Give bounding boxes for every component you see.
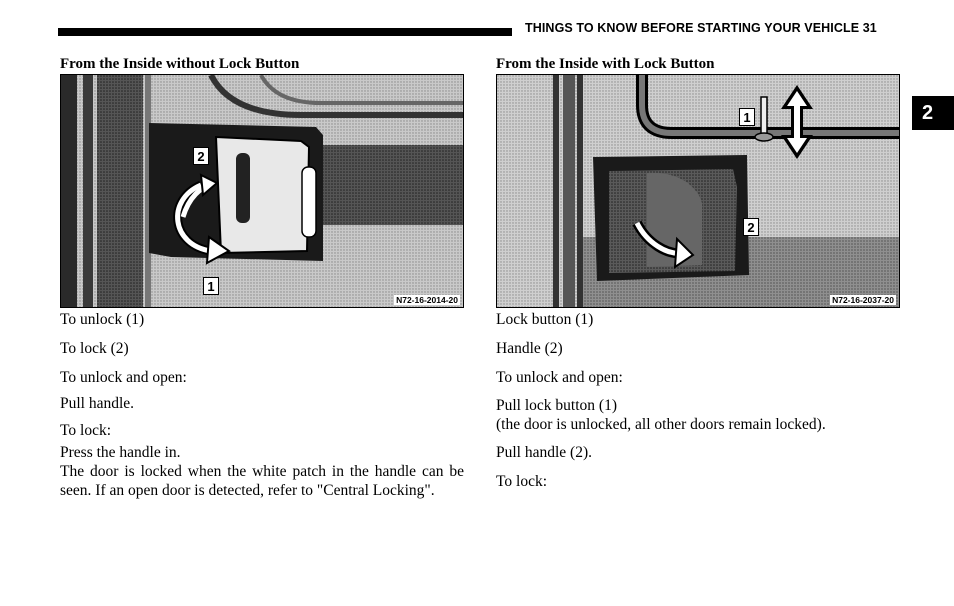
header-rule <box>58 28 512 36</box>
left-para-press: Press the handle in. <box>60 444 181 461</box>
left-para-pull: Pull handle. <box>60 395 135 412</box>
callout-2: 2 <box>743 218 759 236</box>
left-section-title: From the Inside without Lock Button <box>60 56 300 72</box>
left-para-lock: To lock (2) <box>60 340 129 357</box>
right-para-lock-button: Lock button (1) <box>496 311 594 328</box>
left-para-unlock-open: To unlock and open: <box>60 369 187 386</box>
right-para-unlocked-note: (the door is unlocked, all other doors remain locked). <box>496 416 826 433</box>
left-para-note: The door is locked when the white patch in the handle can be seen. If an open door is detected, refer to "Central Locking". <box>60 463 464 499</box>
callout-2: 2 <box>193 147 209 165</box>
figure-code: N72-16-2014-20 <box>396 295 458 305</box>
chapter-tab: 2 <box>912 96 954 130</box>
right-section-title: From the Inside with Lock Button <box>496 56 715 72</box>
callout-1: 1 <box>739 108 755 126</box>
right-figure <box>496 74 900 308</box>
right-para-to-lock: To lock: <box>496 473 548 490</box>
figure-code: N72-16-2037-20 <box>832 295 894 305</box>
page-header: THINGS TO KNOW BEFORE STARTING YOUR VEHICLE 31 <box>525 21 877 35</box>
right-para-handle: Handle (2) <box>496 340 563 357</box>
door-handle-illustration <box>61 75 464 308</box>
left-para-to-lock: To lock: <box>60 422 112 439</box>
right-para-pull-handle: Pull handle (2). <box>496 444 592 461</box>
callout-1: 1 <box>203 277 219 295</box>
lock-button-illustration <box>497 75 900 308</box>
left-para-unlock: To unlock (1) <box>60 311 145 328</box>
left-figure <box>60 74 464 308</box>
right-para-pull-lock: Pull lock button (1) <box>496 397 617 414</box>
right-para-unlock-open: To unlock and open: <box>496 369 623 386</box>
